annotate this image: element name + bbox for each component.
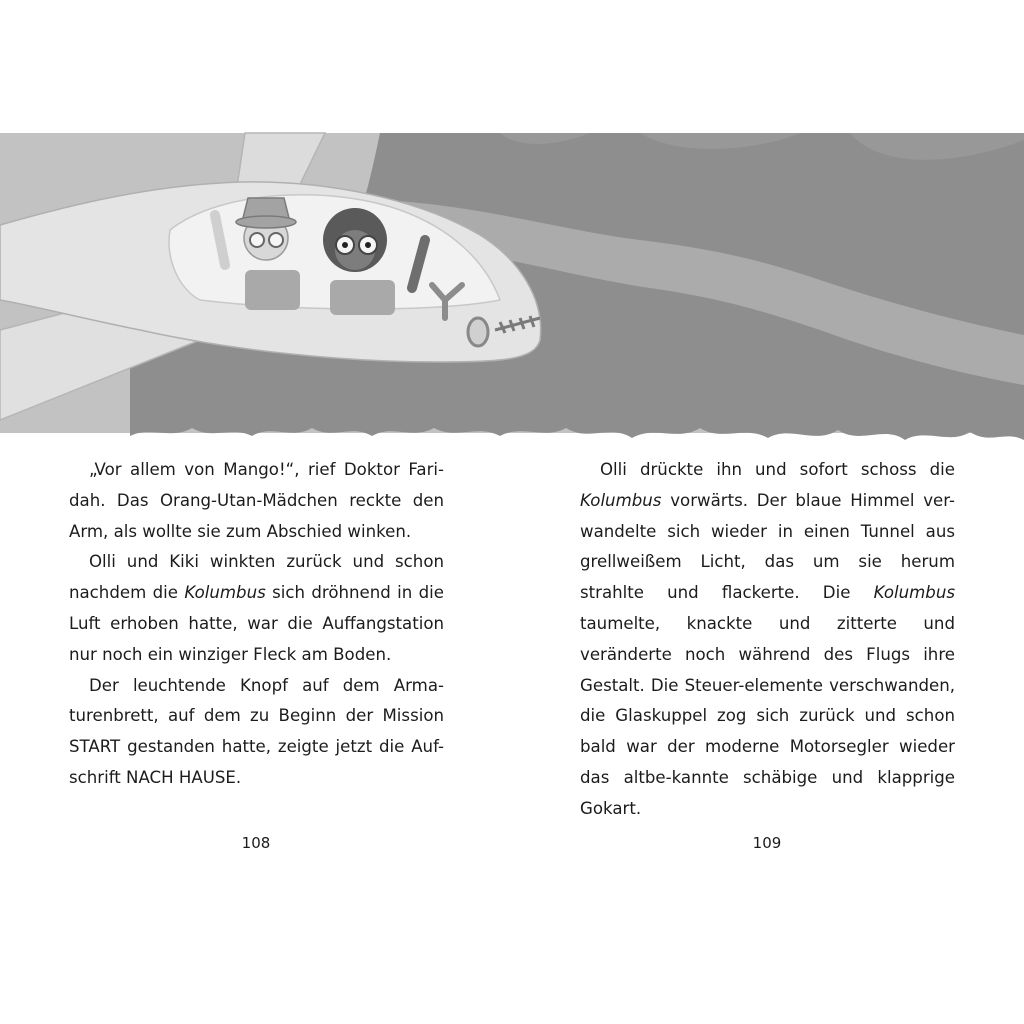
left-paragraph-2: Olli und Kiki winkten zurück und schon nachdem die Kolumbus sich dröhnend in die Luft erhoben hatte, war die Auffangstation nur noch ein winziger Fleck am Boden. bbox=[69, 552, 444, 664]
right-page-text bbox=[580, 455, 955, 825]
left-page-text bbox=[69, 455, 444, 794]
glider-nose-window bbox=[468, 318, 488, 346]
page-number-right: 109 bbox=[752, 834, 782, 852]
illustration-glider-over-jungle bbox=[0, 0, 1024, 460]
right-paragraph-1: Olli drückte ihn und sofort schoss die Kolumbus vorwärts. Der blaue Himmel ver-wandelte sich wieder in einen Tunnel aus grellweißem Licht, das um sie herum strahlte und flackerte. Die Kolumbus taumelte, knackte und zitterte und veränderte noch während des Flugs ihre Gestalt. Die Steuer-elemente verschwanden, die Glaskuppel zog sich zurück und schon bald war der moderne Motorsegler wieder das altbe-kannte schäbige und klapprige Gokart. bbox=[580, 460, 955, 818]
left-paragraph-3: Der leuchtende Knopf auf dem Arma-turenbrett, auf dem zu Beginn der Mission START gestanden hatte, zeigte jetzt die Auf-schrift NACH HAUSE. bbox=[69, 675, 444, 787]
left-paragraph-1: „Vor allem von Mango!“, rief Doktor Fari-dah. Das Orang-Utan-Mädchen reckte den Arm, als wollte sie zum Abschied winken. bbox=[69, 460, 444, 541]
page-number-left: 108 bbox=[241, 834, 271, 852]
